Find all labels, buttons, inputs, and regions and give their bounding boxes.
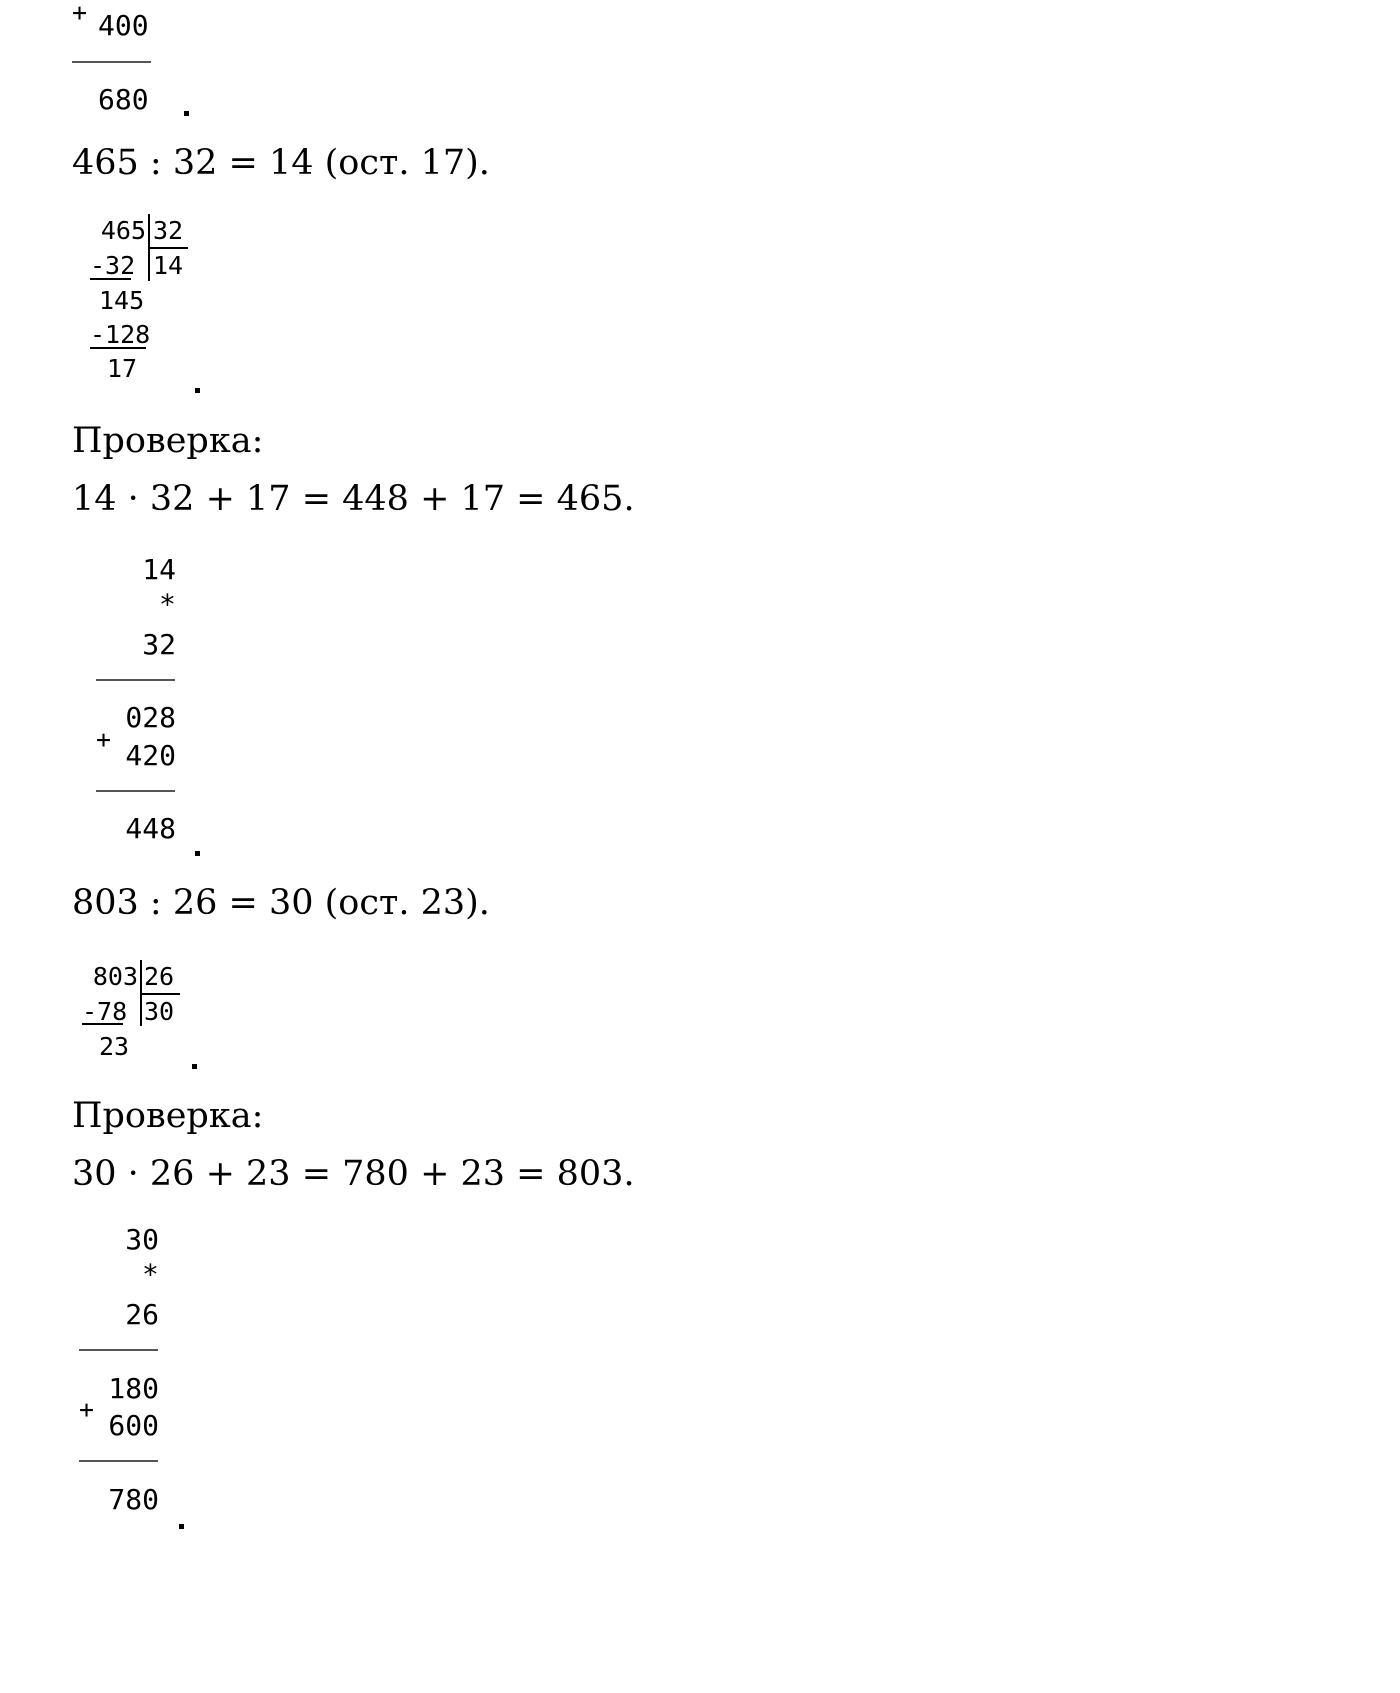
partial-product-2: 600 <box>108 1409 159 1442</box>
check-equation: 30 · 26 + 23 = 780 + 23 = 803. <box>72 1154 635 1194</box>
dividend: 465 <box>100 216 146 245</box>
subtract-1: -32 <box>90 251 136 280</box>
final-remainder: 23 <box>99 1032 130 1061</box>
final-remainder: 17 <box>107 354 138 383</box>
period-dot <box>192 1064 197 1069</box>
partial-product-1: 028 <box>125 701 176 734</box>
check-equation: 14 · 32 + 17 = 448 + 17 = 465. <box>72 479 635 519</box>
factor-2: 26 <box>125 1298 159 1331</box>
multiply-operator: * <box>142 1258 159 1291</box>
factor-2: 32 <box>142 628 176 661</box>
quotient-line <box>148 247 188 249</box>
factor-1: 30 <box>125 1223 159 1256</box>
addend: 400 <box>98 9 149 42</box>
divisor: 26 <box>144 962 175 991</box>
division-equation: 803 : 26 = 30 (ост. 23). <box>72 883 490 923</box>
subtract-2: -128 <box>90 320 151 349</box>
dividend: 803 <box>92 962 138 991</box>
period-dot <box>195 388 200 393</box>
plus-sign: + <box>72 0 88 27</box>
sum-line <box>96 790 175 792</box>
sum: 680 <box>98 83 149 116</box>
sum-line <box>72 61 151 63</box>
factor-1: 14 <box>142 553 176 586</box>
multiply-operator: * <box>159 588 176 621</box>
subtract-2-underline <box>90 347 146 349</box>
plus-sign: + <box>79 1395 95 1424</box>
quotient: 30 <box>144 997 175 1026</box>
division-equation: 465 : 32 = 14 (ост. 17). <box>72 143 490 183</box>
product-line <box>79 1349 158 1351</box>
subtract-1: -78 <box>82 997 128 1026</box>
period-dot <box>184 111 189 116</box>
product: 448 <box>125 812 176 845</box>
subtract-1-underline <box>82 1023 123 1025</box>
product-line <box>96 679 175 681</box>
sum-line <box>79 1460 158 1462</box>
plus-sign: + <box>96 725 112 754</box>
period-dot <box>179 1524 184 1529</box>
quotient-line <box>140 993 180 995</box>
divisor: 32 <box>153 216 184 245</box>
check-label: Проверка: <box>72 1096 264 1136</box>
check-label: Проверка: <box>72 421 264 461</box>
remainder-1: 145 <box>99 286 145 315</box>
quotient: 14 <box>153 251 184 280</box>
period-dot <box>195 851 200 856</box>
subtract-1-underline <box>90 278 131 280</box>
product: 780 <box>108 1483 159 1516</box>
partial-product-2: 420 <box>125 739 176 772</box>
partial-product-1: 180 <box>108 1372 159 1405</box>
